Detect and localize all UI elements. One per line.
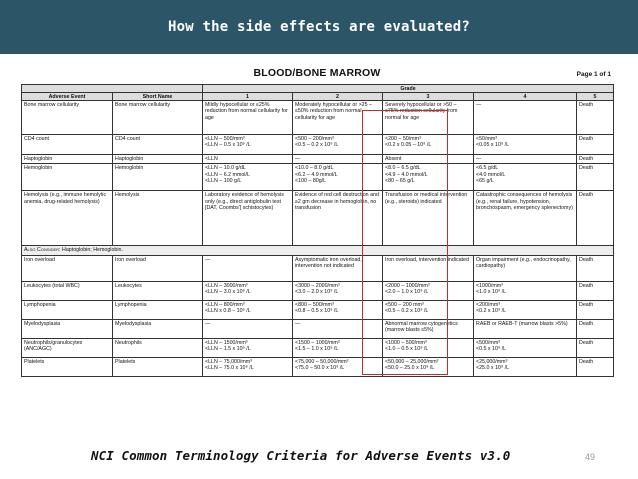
table-cell: Neutrophils	[113, 338, 203, 357]
table-cell: CD4 count	[22, 135, 113, 155]
table-cell: <8.0 – 6.5 g/dL <4.9 – 4.0 mmol/L <80 – 65 g/L	[383, 164, 474, 191]
table-cell: Evidence of red cell destruction and ≥2 gm decrease in hemoglobin, no transfusion	[293, 191, 383, 246]
table-row	[22, 319, 614, 338]
table-cell: Death	[577, 319, 614, 338]
table-body	[22, 101, 614, 377]
table-cell: Death	[577, 191, 614, 246]
table-cell: <200/mm³ <0.2 x 10⁹ /L	[474, 300, 577, 319]
table-cell: Death	[577, 101, 614, 135]
table-cell: Hemoglobin	[22, 164, 113, 191]
table-cell: <500/mm³ <0.5 x 10⁹ /L	[474, 338, 577, 357]
table-cell: <LLN – 3000/mm³ <LLN – 3.0 x 10⁹ /L	[203, 281, 293, 300]
table-cell: Iron overload	[113, 255, 203, 281]
table-cell: Mildly hypocellular or ≤25% reduction from normal cellularity for age	[203, 101, 293, 135]
table-cell: Bone marrow cellularity	[113, 101, 203, 135]
table-cell: Iron overload, intervention indicated	[383, 255, 474, 281]
adverse-event-table	[21, 84, 614, 377]
slide-title: How the side effects are evaluated?	[167, 19, 470, 35]
table-cell: Severely hypocellular or >50 – ≤75% reduction cellularity from normal for age	[383, 101, 474, 135]
column-header-row	[22, 93, 614, 101]
document-page-label: Page 1 of 1	[576, 71, 611, 78]
table-cell: —	[293, 319, 383, 338]
table-cell: —	[474, 155, 577, 164]
table-cell: <LLN – 10.0 g/dL <LLN – 6.2 mmol/L <LLN – 100 g/L	[203, 164, 293, 191]
table-cell: RAEB or RAEB-T (marrow blasts >5%)	[474, 319, 577, 338]
table-row	[22, 338, 614, 357]
also-consider-note	[22, 246, 614, 255]
table-cell: <LLN – 500/mm³ <LLN – 0.5 x 10⁹ /L	[203, 135, 293, 155]
table-cell: <LLN	[203, 155, 293, 164]
also-consider-label: Also Consider:	[24, 247, 61, 254]
column-header: Short Name	[113, 93, 203, 101]
table-row	[22, 300, 614, 319]
table-cell: <75,000 – 50,000/mm³ <75.0 – 50.0 x 10⁹ /L	[293, 357, 383, 376]
grade-header-spacer	[22, 85, 203, 93]
table-cell: <10.0 – 8.0 g/dL <6.2 – 4.9 mmol/L <100 – 80g/L	[293, 164, 383, 191]
table-cell: —	[203, 255, 293, 281]
grade-header: Grade	[203, 85, 614, 93]
table-cell: Leukocytes (total WBC)	[22, 281, 113, 300]
table-cell: Transfusion or medical intervention (e.g., steroids) indicated	[383, 191, 474, 246]
column-header: Adverse Event	[22, 93, 113, 101]
table-cell: Platelets	[22, 357, 113, 376]
table-cell: Neutrophils/granulocytes (ANC/AGC)	[22, 338, 113, 357]
table-cell: <200 – 50/mm³ <0.2 x 0.05 – 10⁹ /L	[383, 135, 474, 155]
table-cell: Myelodysplasia	[22, 319, 113, 338]
table-cell: Bone marrow cellularity	[22, 101, 113, 135]
table-cell: <50/mm³ <0.05 x 10⁹ /L	[474, 135, 577, 155]
table-row	[22, 164, 614, 191]
table-cell: <25,000/mm³ <25.0 x 10⁹ /L	[474, 357, 577, 376]
table-row	[22, 101, 614, 135]
ctcae-document	[21, 64, 613, 442]
column-header: 3	[383, 93, 474, 101]
table-cell: Abnormal marrow cytogenetics (marrow blasts ≤5%)	[383, 319, 474, 338]
table-cell: <500 – 200/mm³ <0.5 – 0.2 x 10⁹ /L	[293, 135, 383, 155]
table-cell: Leukocytes	[113, 281, 203, 300]
table-cell: <LLN – 1500/mm³ <LLN – 1.5 x 10⁹ /L	[203, 338, 293, 357]
column-header: 1	[203, 93, 293, 101]
table-cell: Death	[577, 155, 614, 164]
table-cell: Death	[577, 164, 614, 191]
table-cell: <2000 – 1000/mm³ <2.0 – 1.0 x 10⁹ /L	[383, 281, 474, 300]
table-cell: Death	[577, 135, 614, 155]
table-cell: <3000 – 2000/mm³ <3.0 – 2.0 x 10⁹ /L	[293, 281, 383, 300]
table-row	[22, 281, 614, 300]
table-cell: Hemolysis	[113, 191, 203, 246]
slide-page-number: 49	[585, 452, 596, 462]
table-cell: CD4 count	[113, 135, 203, 155]
table-cell: Hemolysis (e.g., immune hemolytic anemia, drug-related hemolysis)	[22, 191, 113, 246]
table-row	[22, 357, 614, 376]
table-row	[22, 135, 614, 155]
table-cell: Absent	[383, 155, 474, 164]
table-cell: <1000 – 500/mm³ <1.0 – 0.5 x 10⁹ /L	[383, 338, 474, 357]
table-cell: Organ impairment (e.g., endocrinopathy, cardiopathy)	[474, 255, 577, 281]
table-cell: Death	[577, 357, 614, 376]
table-cell: <1500 – 1000/mm³ <1.5 – 1.0 x 10⁹ /L	[293, 338, 383, 357]
also-consider-row	[22, 246, 614, 255]
table-cell: Haptoglobin	[113, 155, 203, 164]
table-cell: Death	[577, 338, 614, 357]
table-cell: Death	[577, 255, 614, 281]
table-cell: —	[474, 101, 577, 135]
table-cell: <800 – 500/mm³ <0.8 – 0.5 x 10⁹ /L	[293, 300, 383, 319]
table-cell: Iron overload	[22, 255, 113, 281]
also-consider-text: Haptoglobin; Hemoglobin.	[60, 247, 123, 254]
table-cell: <LLN – 800/mm³ <LLN x 0.8 – 10⁹ /L	[203, 300, 293, 319]
table-cell: Death	[577, 281, 614, 300]
document-header	[21, 64, 613, 84]
table-cell: Hemoglobin	[113, 164, 203, 191]
table-cell: Myelodysplasia	[113, 319, 203, 338]
table-cell: Moderately hypocellular or >25 – ≤50% reduction from normal cellularity for age	[293, 101, 383, 135]
table-cell: <500 – 200 mm³ <0.5 – 0.2 x 10⁹ /L	[383, 300, 474, 319]
table-cell: Haptoglobin	[22, 155, 113, 164]
table-cell: Death	[577, 300, 614, 319]
column-header: 4	[474, 93, 577, 101]
column-header: 5	[577, 93, 614, 101]
table-cell: Lymphopenia	[113, 300, 203, 319]
table-cell: —	[203, 319, 293, 338]
table-cell: <LLN – 75,000/mm³ <LLN – 75.0 x 10⁹ /L	[203, 357, 293, 376]
table-row	[22, 255, 614, 281]
table-cell: <1000/mm³ <1.0 x 10⁹ /L	[474, 281, 577, 300]
table-cell: Laboratory evidence of hemolysis only (e.g., direct antiglobulin test [DAT, Coombs'] schistocytes)	[203, 191, 293, 246]
table-cell: <50,000 – 25,000/mm³ <50.0 – 25.0 x 10⁹ /L	[383, 357, 474, 376]
column-header: 2	[293, 93, 383, 101]
table-cell: —	[293, 155, 383, 164]
slide-caption: NCI Common Terminology Criteria for Adverse Events v3.0	[91, 448, 511, 463]
table-cell: Platelets	[113, 357, 203, 376]
table-cell: <6.5 g/dL <4.0 mmol/L <65 g/L	[474, 164, 577, 191]
table-cell: Asymptomatic iron overload, intervention not indicated	[293, 255, 383, 281]
table-row	[22, 191, 614, 246]
slide-header	[0, 0, 638, 54]
document-title: BLOOD/BONE MARROW	[253, 67, 381, 79]
table-row	[22, 155, 614, 164]
table-cell: Catastrophic consequences of hemolysis (e.g., renal failure, hypotension, bronchospasm, emergency splenectomy)	[474, 191, 577, 246]
table-cell: Lymphopenia	[22, 300, 113, 319]
